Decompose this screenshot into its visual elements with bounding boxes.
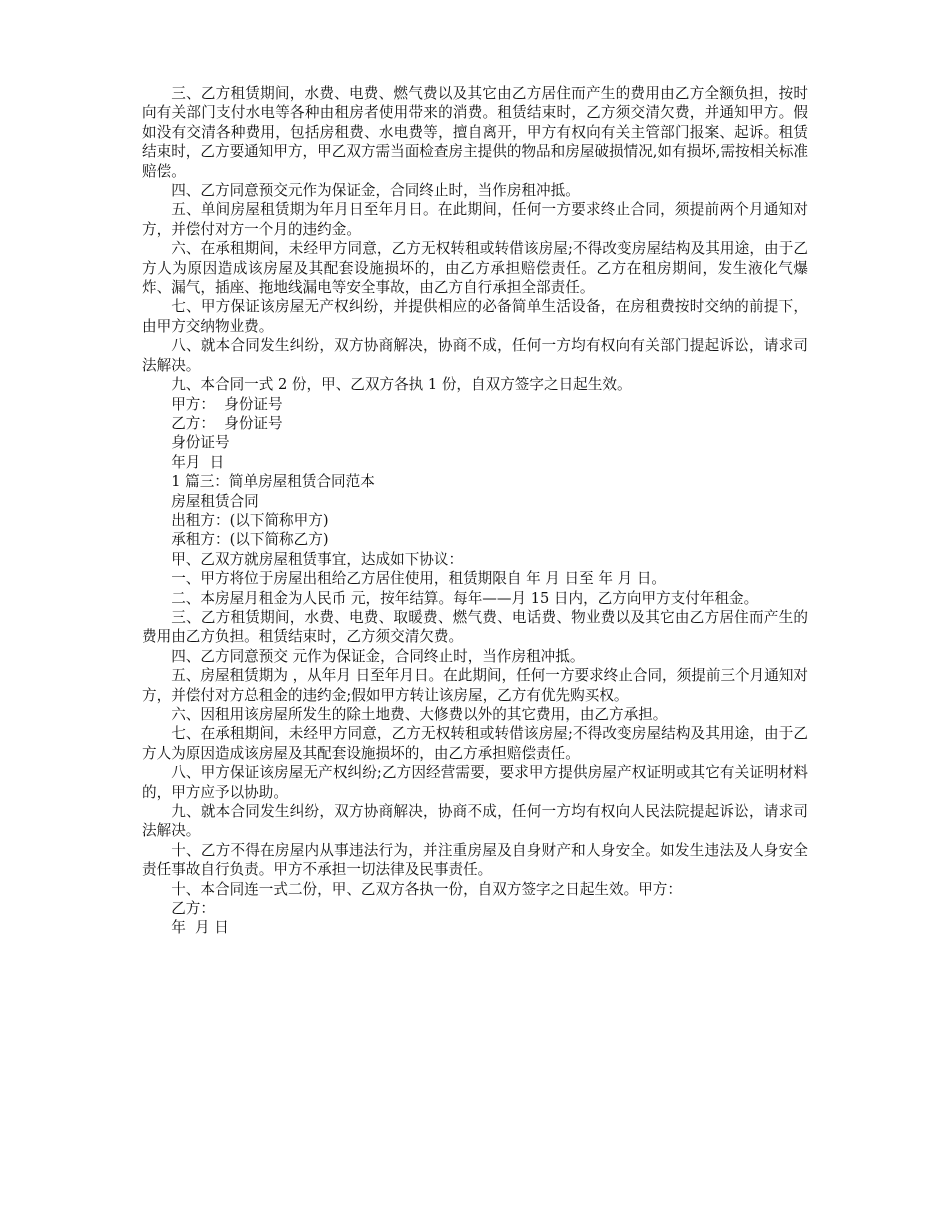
signature-b-party-b: 乙方： [171, 900, 215, 918]
section-heading: 1 篇三：简单房屋租赁合同范本 [171, 473, 375, 491]
clause-b-6: 六、因租用该房屋所发生的除土地费、大修费以外的其它费用，由乙方承担。 [171, 706, 668, 723]
clause-b-8: 八、甲方保证该房屋无产权纠纷;乙方因经营需要，要求甲方提供房屋产权证明或其它有关证明材料的，甲方应予以协助。 [142, 764, 808, 801]
date-b-line: 年 月 日 [171, 919, 229, 937]
signature-party-a: 甲方： 身份证号 [171, 395, 283, 413]
clause-b-9: 九、就本合同发生纠纷，双方协商解决，协商不成，任何一方均有权向人民法院提起诉讼，请求司法解决。 [142, 803, 808, 840]
clause-b-3: 三、乙方租赁期间，水费、电费、取暖费、燃气费、电话费、物业费以及其它由乙方居住而产生的费用由乙方负担。租赁结束时，乙方须交清欠费。 [142, 608, 808, 646]
clause-b-7: 七、在承租期间，未经甲方同意，乙方无权转租或转借该房屋;不得改变房屋结构及其用途，由于乙方人为原因造成该房屋及其配套设施损坏的，由乙方承担赔偿责任。 [142, 725, 808, 762]
agreement-intro: 甲、乙双方就房屋租赁事宜，达成如下协议： [171, 550, 464, 568]
lessee-line: 承租方：(以下简称乙方) [171, 531, 329, 549]
clause-7: 七、甲方保证该房屋无产权纠纷，并提供相应的必备简单生活设备，在房租费按时交纳的前提下，由甲方交纳物业费。 [142, 298, 808, 335]
contract-title: 房屋租赁合同 [171, 492, 259, 510]
clause-4: 四、乙方同意预交元作为保证金，合同终止时，当作房租冲抵。 [171, 182, 580, 200]
lessor-line: 出租方：(以下简称甲方) [171, 511, 329, 529]
signature-party-b: 乙方： 身份证号 [171, 414, 283, 432]
clause-6: 六、在承租期间，未经甲方同意，乙方无权转租或转借该房屋;不得改变房屋结构及其用途，由于乙方人为原因造成该房屋及其配套设施损坏的，由乙方承担赔偿责任。乙方在租房期间，发生液化气爆炸、漏气，插座、拖地线漏电等安全事故，由乙方自行承担全部责任。 [142, 240, 808, 297]
clause-b-10: 十、乙方不得在房屋内从事违法行为，并注重房屋及自身财产和人身安全。如发生违法及人身安全责任事故自行负责。甲方不承担一切法律及民事责任。 [142, 841, 808, 879]
clause-5: 五、单间房屋租赁期为年月日至年月日。在此期间，任何一方要求终止合同，须提前两个月通知对方，并偿付对方一个月的违约金。 [142, 201, 808, 238]
clause-b-5: 五、房屋租赁期为 ，从年月 日至年月日。在此期间，任何一方要求终止合同，须提前三个月通知对方，并偿付对方总租金的违约金;假如甲方转让该房屋，乙方有优先购买权。 [142, 667, 809, 704]
clause-8: 八、就本合同发生纠纷，双方协商解决，协商不成，任何一方均有权向有关部门提起诉讼，请求司法解决。 [142, 337, 808, 374]
clause-b-11: 十、本合同连一式二份，甲、乙双方各执一份，自双方签字之日起生效。甲方： [171, 880, 682, 898]
clause-b-2: 二、本房屋月租金为人民币 元，按年结算。每年——月 15 日内，乙方向甲方支付年租金。 [171, 589, 759, 607]
document-body [142, 84, 808, 938]
clause-9: 九、本合同一式 2 份，甲、乙双方各执 1 份，自双方签字之日起生效。 [171, 376, 632, 394]
id-number-line: 身份证号 [171, 434, 230, 452]
clause-3: 三、乙方租赁期间，水费、电费、燃气费以及其它由乙方居住而产生的费用由乙方全额负担，按时向有关部门支付水电等各种由租房者使用带来的消费。租赁结束时，乙方须交清欠费，并通知甲方。假如没有交清各种费用，包括房租费、水电费等，擅自离开，甲方有权向有关主管部门报案、起诉。租赁结束时，乙方要通知甲方，甲乙双方需当面检查房主提供的物品和房屋破损情况,如有损坏,需按相关标准赔偿。 [142, 85, 809, 180]
date-line: 年月 日 [171, 453, 225, 471]
clause-b-1: 一、甲方将位于房屋出租给乙方居住使用，租赁期限自 年 月 日至 年 月 日。 [171, 570, 667, 588]
clause-b-4: 四、乙方同意预交 元作为保证金，合同终止时，当作房租冲抵。 [171, 647, 585, 665]
